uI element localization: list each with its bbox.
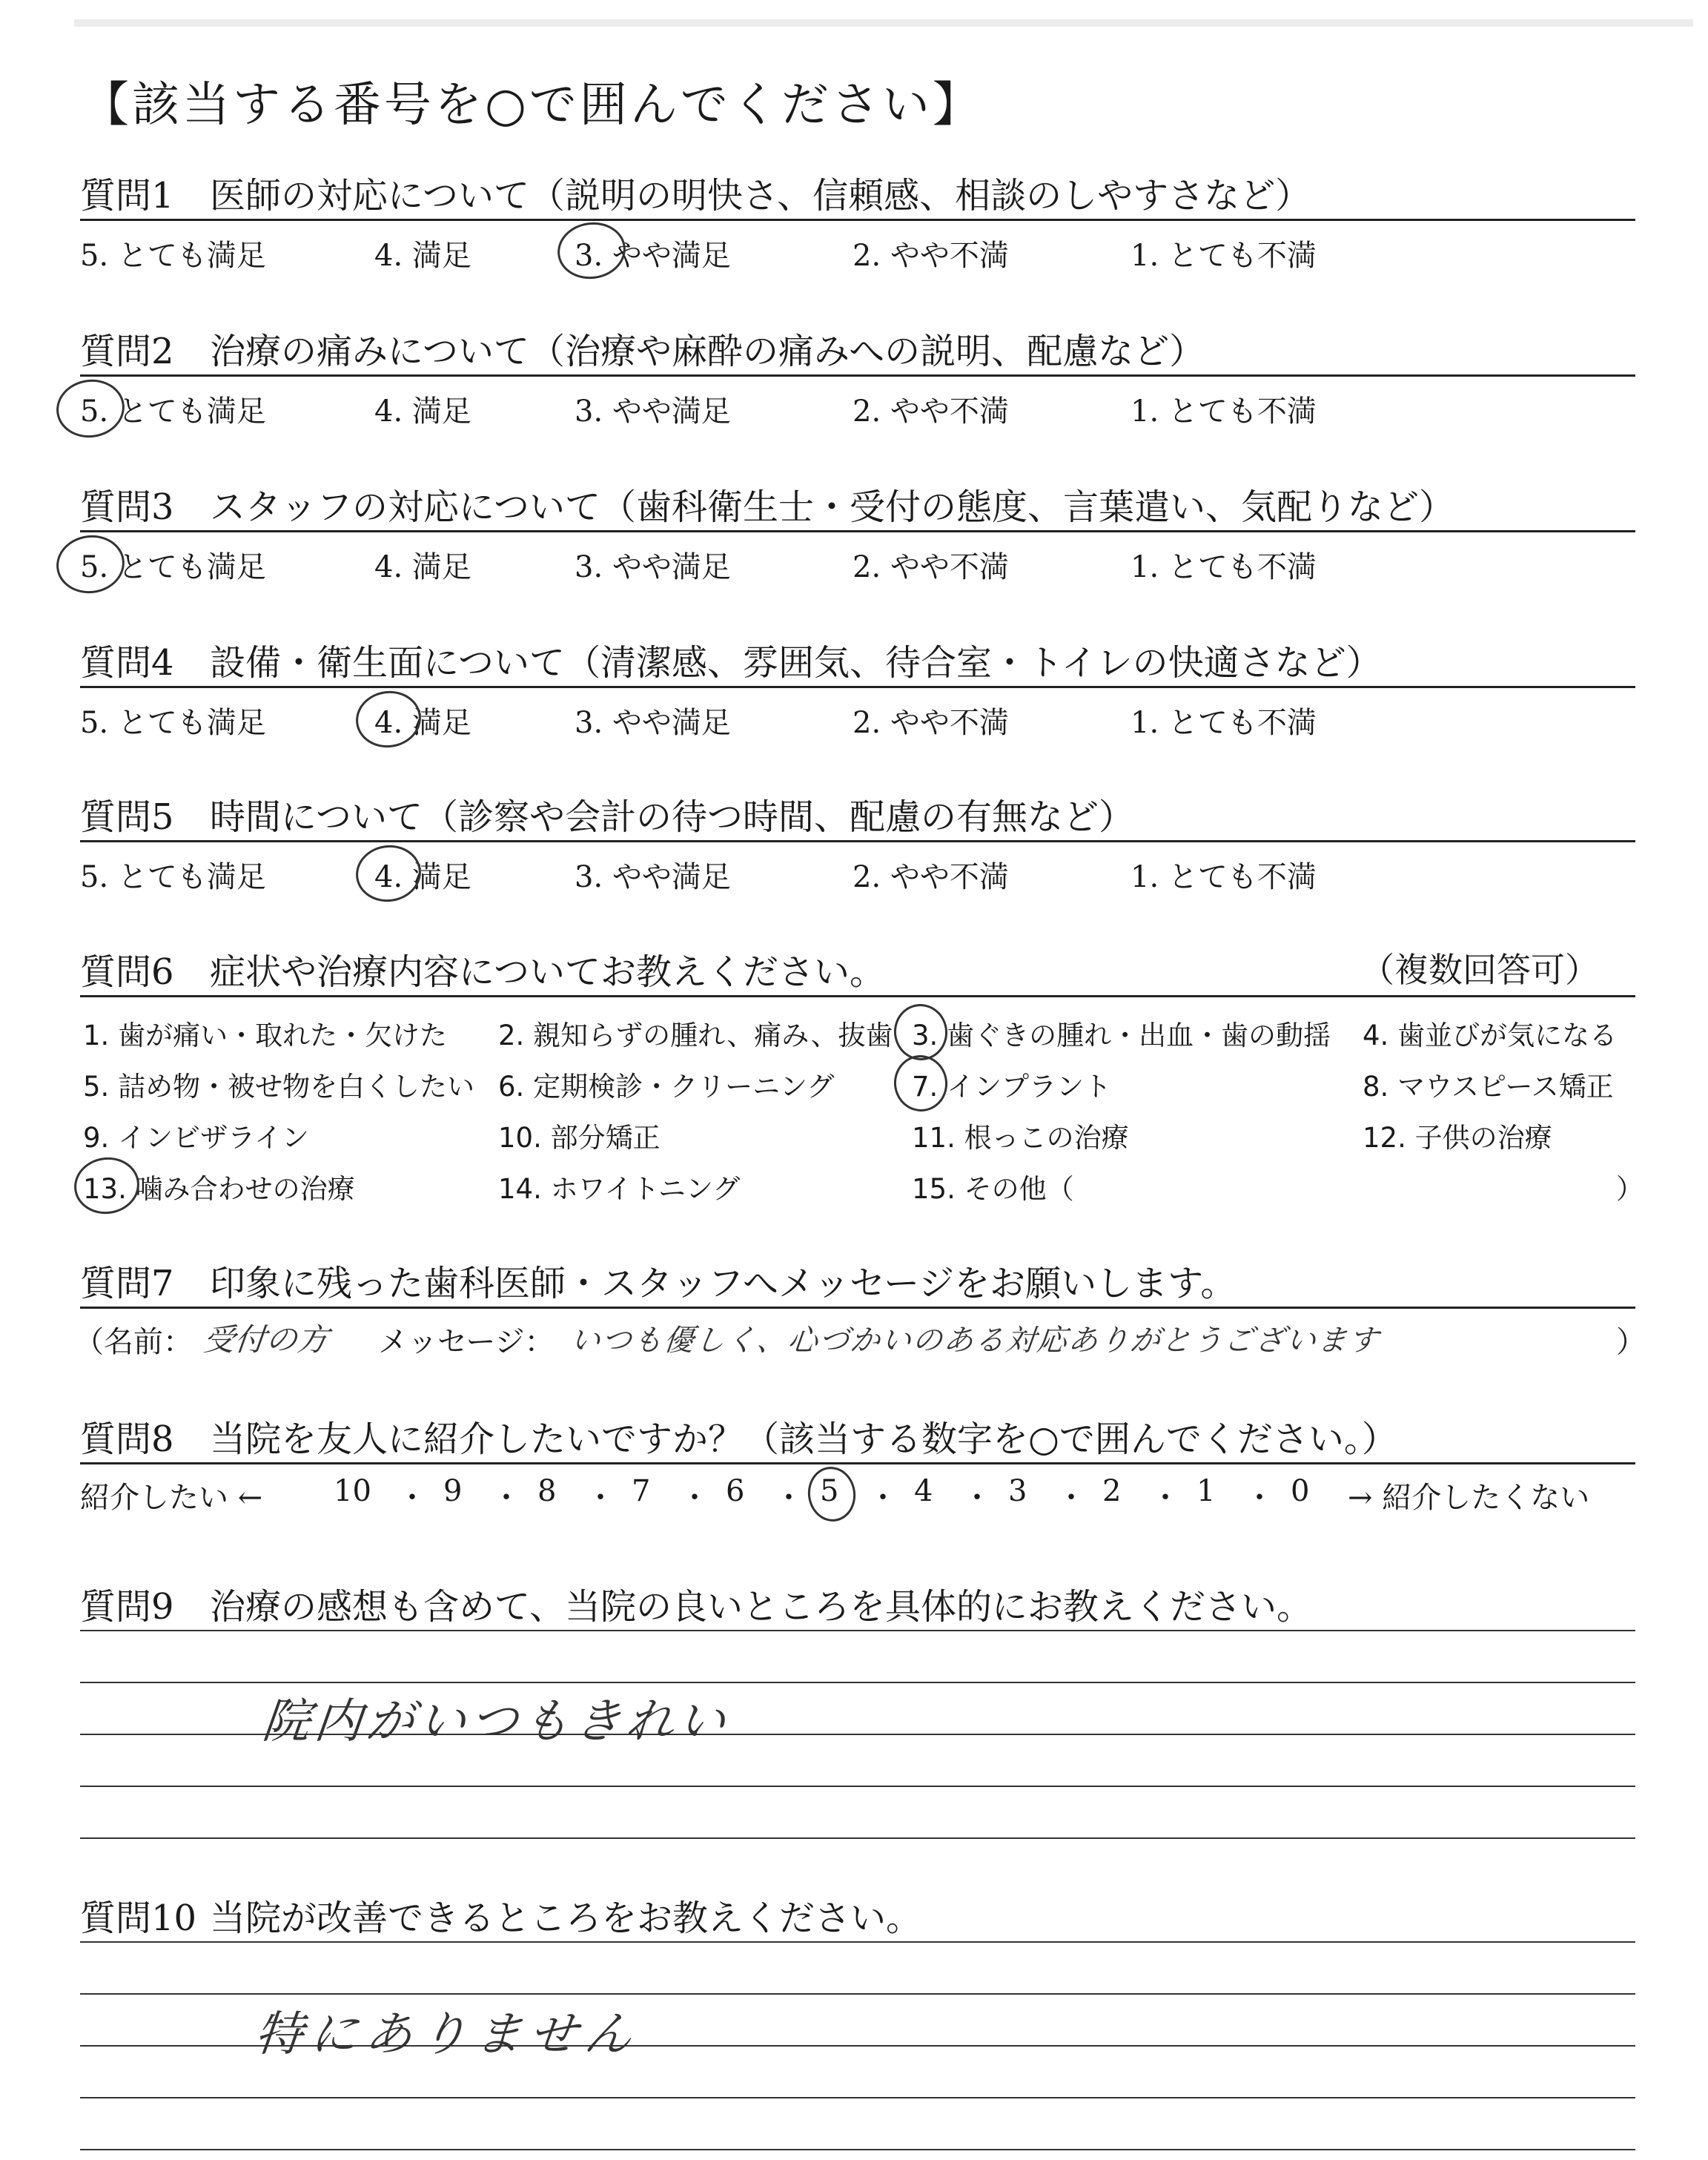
q2-option-4[interactable]: 4. 満足 [374, 394, 471, 429]
question-6-note: （複数回答可） [1360, 950, 1599, 990]
question-4-title [80, 634, 1382, 685]
q3-option-1[interactable]: 1. とても不満 [1131, 550, 1317, 584]
question-8-rule [80, 1462, 1635, 1464]
question-7-title [80, 1255, 1236, 1306]
question-9-number: 質問9 [80, 1586, 174, 1628]
q6-item-12[interactable]: 12. 子供の治療 [1363, 1122, 1552, 1154]
question-1-title [80, 167, 1311, 218]
q6-item-3[interactable]: 3. 歯ぐきの腫れ・出血・歯の動揺 [912, 1020, 1331, 1051]
q8-scale-0[interactable]: 0 [1291, 1474, 1310, 1508]
q6-item-13[interactable]: 13. 噛み合わせの治療 [83, 1173, 355, 1205]
q2-option-2[interactable]: 2. やや不満 [853, 394, 1009, 429]
q8-scale-7[interactable]: 7 [632, 1474, 651, 1508]
q1-option-1[interactable]: 1. とても不満 [1131, 239, 1317, 273]
q4-option-1[interactable]: 1. とても不満 [1131, 706, 1317, 740]
q4-option-3[interactable]: 3. やや満足 [575, 706, 731, 740]
q7-message-value[interactable]: いつも優しく、心づかいのある対応ありがとうございます [569, 1324, 1382, 1358]
q10-answer-text[interactable]: 特にありません [252, 2007, 643, 2062]
q8-dot: ・ [586, 1481, 615, 1515]
q8-dot: ・ [774, 1481, 804, 1515]
q9-answer-line [80, 1786, 1635, 1787]
question-5-number: 質問5 [80, 796, 174, 838]
q5-option-2[interactable]: 2. やや不満 [853, 860, 1009, 894]
q10-answer-line [80, 2149, 1635, 2150]
question-8-title [80, 1410, 1397, 1462]
q9-answer-text[interactable]: 院内がいつもきれい [259, 1694, 733, 1749]
q6-item-9[interactable]: 9. インビザライン [83, 1122, 309, 1154]
q6-item-8[interactable]: 8. マウスピース矯正 [1363, 1071, 1614, 1103]
question-8-number: 質問8 [80, 1418, 174, 1460]
q4-option-2[interactable]: 2. やや不満 [853, 706, 1009, 740]
q8-scale-1[interactable]: 1 [1196, 1474, 1216, 1508]
q6-item-5[interactable]: 5. 詰め物・被せ物を白くしたい [83, 1071, 475, 1103]
q6-item-14[interactable]: 14. ホワイトニング [498, 1173, 741, 1205]
question-7-number: 質問7 [80, 1263, 174, 1304]
q6-item-6[interactable]: 6. 定期検診・クリーニング [498, 1071, 835, 1103]
question-4-number: 質問4 [80, 642, 174, 684]
q1-option-3[interactable]: 3. やや満足 [575, 239, 731, 273]
question-1-text: 医師の対応について（説明の明快さ、信頼感、相談のしやすさなど） [210, 175, 1311, 217]
q8-right-label: → 紹介したくない [1348, 1481, 1590, 1515]
q6-item-1[interactable]: 1. 歯が痛い・取れた・欠けた [83, 1020, 448, 1051]
question-3-text: スタッフの対応について（歯科衛生士・受付の態度、言葉遣い、気配りなど） [210, 486, 1455, 528]
question-6-number: 質問6 [80, 951, 174, 993]
question-7-rule [80, 1307, 1635, 1309]
question-4-text: 設備・衛生面について（清潔感、雰囲気、待合室・トイレの快適さなど） [210, 642, 1382, 684]
question-2-number: 質問2 [80, 331, 174, 372]
q8-dot: ・ [491, 1481, 521, 1515]
q4-option-4[interactable]: 4. 満足 [374, 706, 471, 740]
question-1-number: 質問1 [80, 175, 174, 217]
question-9-title [80, 1578, 1312, 1629]
q8-scale-8[interactable]: 8 [537, 1474, 557, 1508]
q8-dot: ・ [868, 1481, 898, 1515]
q10-answer-line [80, 1993, 1635, 1995]
q8-scale-6[interactable]: 6 [726, 1474, 745, 1508]
question-3-number: 質問3 [80, 486, 174, 528]
question-2-rule [80, 374, 1635, 377]
question-3-rule [80, 530, 1635, 532]
q3-option-3[interactable]: 3. やや満足 [575, 550, 731, 584]
q8-scale-10[interactable]: 10 [334, 1474, 371, 1508]
question-7-text: 印象に残った歯科医師・スタッフへメッセージをお願いします。 [210, 1263, 1237, 1304]
q2-option-1[interactable]: 1. とても不満 [1131, 394, 1317, 429]
question-8-text: 当院を友人に紹介したいですか？（該当する数字を○で囲んでください。） [210, 1418, 1397, 1460]
q8-dot: ・ [680, 1481, 709, 1515]
q7-message-label: メッセージ： [378, 1325, 555, 1359]
question-6-text: 症状や治療内容についてお教えください。 [210, 951, 886, 993]
q6-item-7[interactable]: 7. インプラント [912, 1071, 1112, 1103]
q5-option-1[interactable]: 1. とても不満 [1131, 860, 1317, 894]
q8-dot: ・ [1245, 1481, 1274, 1515]
question-3-title [80, 478, 1454, 529]
q3-option-2[interactable]: 2. やや不満 [853, 550, 1009, 584]
q5-option-4[interactable]: 4. 満足 [374, 860, 471, 894]
q8-left-label: 紹介したい ← [80, 1481, 263, 1515]
q9-answer-line [80, 1837, 1635, 1839]
q3-option-5[interactable]: 5. とても満足 [80, 550, 266, 584]
q6-item-2[interactable]: 2. 親知らずの腫れ、痛み、抜歯 [498, 1020, 893, 1051]
page-top-edge [74, 19, 1693, 27]
q8-dot: ・ [1056, 1481, 1086, 1515]
q3-option-4[interactable]: 4. 満足 [374, 550, 471, 584]
q6-item-11[interactable]: 11. 根っこの治療 [912, 1122, 1129, 1154]
question-10-number: 質問10 [80, 1898, 197, 1939]
q2-option-3[interactable]: 3. やや満足 [575, 394, 731, 429]
question-5-title [80, 788, 1134, 839]
q2-option-5[interactable]: 5. とても満足 [80, 394, 266, 429]
question-10-text: 当院が改善できるところをお教えください。 [210, 1898, 922, 1939]
q1-option-5[interactable]: 5. とても満足 [80, 239, 266, 273]
question-6-rule [80, 995, 1635, 997]
question-10-title [80, 1889, 921, 1941]
q8-scale-2[interactable]: 2 [1102, 1474, 1122, 1508]
q5-option-3[interactable]: 3. やや満足 [575, 860, 731, 894]
question-1-rule [80, 219, 1635, 221]
q8-scale-5[interactable]: 5 [820, 1474, 839, 1508]
q8-dot: ・ [1151, 1481, 1180, 1515]
question-9-text: 治療の感想も含めて、当院の良いところを具体的にお教えください。 [210, 1586, 1313, 1628]
q7-name-value[interactable]: 受付の方 [202, 1321, 331, 1358]
question-2-text: 治療の痛みについて（治療や麻酔の痛みへの説明、配慮など） [210, 331, 1205, 372]
q6-item-4[interactable]: 4. 歯並びが気になる [1363, 1020, 1618, 1051]
q8-dot: ・ [962, 1481, 992, 1515]
question-5-text: 時間について（診察や会計の待つ時間、配慮の有無など） [210, 796, 1135, 838]
q8-scale-3[interactable]: 3 [1008, 1474, 1027, 1508]
q6-item-15[interactable]: 15. その他（ [912, 1173, 1074, 1205]
q10-answer-line [80, 2097, 1635, 2098]
q10-answer-line [80, 1941, 1635, 1943]
question-5-rule [80, 840, 1635, 842]
q5-option-5[interactable]: 5. とても満足 [80, 860, 266, 894]
q8-scale-9[interactable]: 9 [443, 1474, 463, 1508]
question-6-title [80, 943, 885, 994]
q6-item-10[interactable]: 10. 部分矯正 [498, 1122, 661, 1154]
q1-option-2[interactable]: 2. やや不満 [853, 239, 1009, 273]
q8-dot: ・ [397, 1481, 427, 1515]
q8-scale-4[interactable]: 4 [914, 1474, 933, 1508]
q9-answer-line [80, 1630, 1635, 1631]
q7-close-paren: ） [1616, 1325, 1646, 1359]
q1-option-4[interactable]: 4. 満足 [374, 239, 471, 273]
question-2-title [80, 323, 1205, 374]
q7-name-label: （名前： [74, 1325, 193, 1359]
q6-item-15-close: ） [1616, 1173, 1644, 1205]
page-title: 【該当する番号を○で囲んでください】 [82, 78, 983, 133]
q4-option-5[interactable]: 5. とても満足 [80, 706, 266, 740]
question-4-rule [80, 686, 1635, 688]
